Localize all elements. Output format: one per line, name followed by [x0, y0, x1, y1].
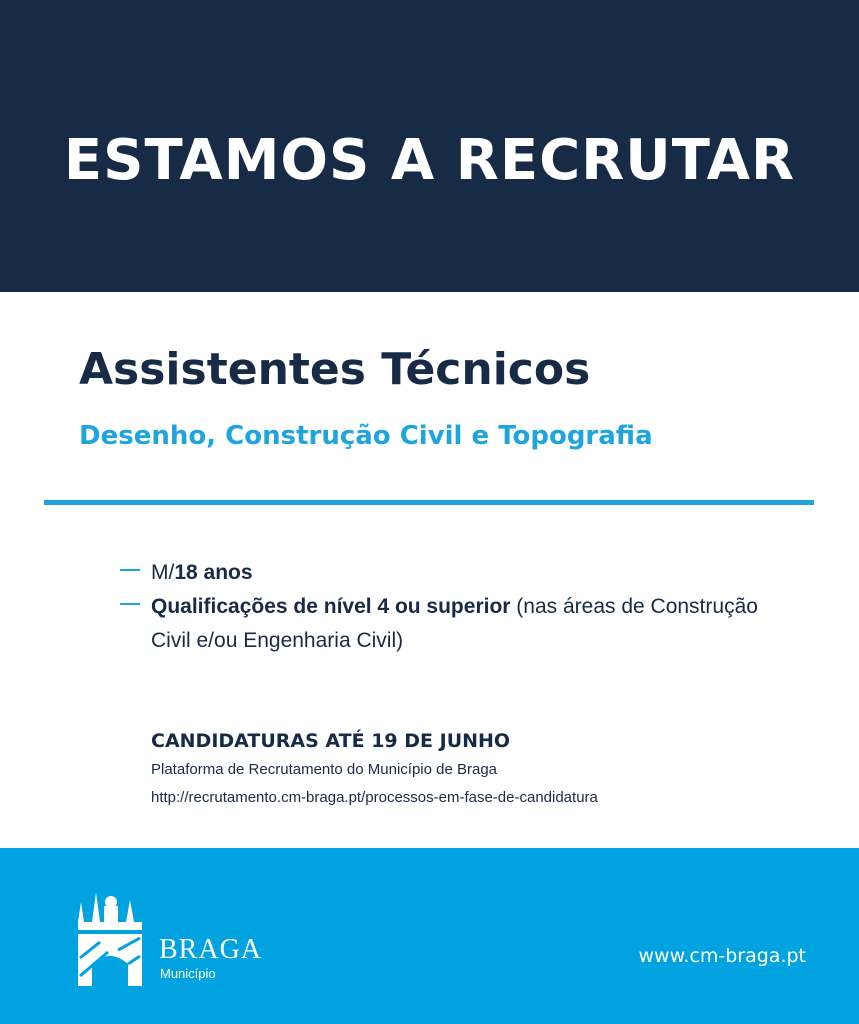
requirement-bold: Qualificações de nível 4 ou superior	[151, 595, 511, 618]
application-url[interactable]: http://recrutamento.cm-braga.pt/processos-em-fase-de-candidatura	[151, 789, 598, 806]
requirement-rest: (nas áreas de Construção Civil e/ou Engenharia Civil)	[151, 595, 758, 652]
section-divider	[44, 500, 814, 505]
logo-name: BRAGA	[159, 934, 263, 965]
job-title: Assistentes Técnicos	[79, 344, 591, 395]
website-link[interactable]: www.cm-braga.pt	[638, 945, 806, 967]
dash-bullet-icon	[120, 569, 140, 571]
hero-title: ESTAMOS A RECRUTAR	[63, 128, 796, 193]
dash-bullet-icon	[120, 603, 140, 605]
job-subtitle: Desenho, Construção Civil e Topografia	[79, 421, 653, 451]
requirement-item-qualifications	[118, 590, 798, 658]
logo-subtitle: Município	[160, 966, 216, 981]
platform-name: Plataforma de Recrutamento do Município de Braga	[151, 761, 498, 778]
requirement-item-age	[118, 556, 798, 590]
requirement-bold: 18 anos	[174, 561, 253, 584]
requirements-list	[118, 556, 798, 658]
header-banner	[0, 0, 859, 292]
requirement-prefix: M/	[151, 561, 175, 584]
application-deadline: CANDIDATURAS ATÉ 19 DE JUNHO	[151, 730, 511, 752]
